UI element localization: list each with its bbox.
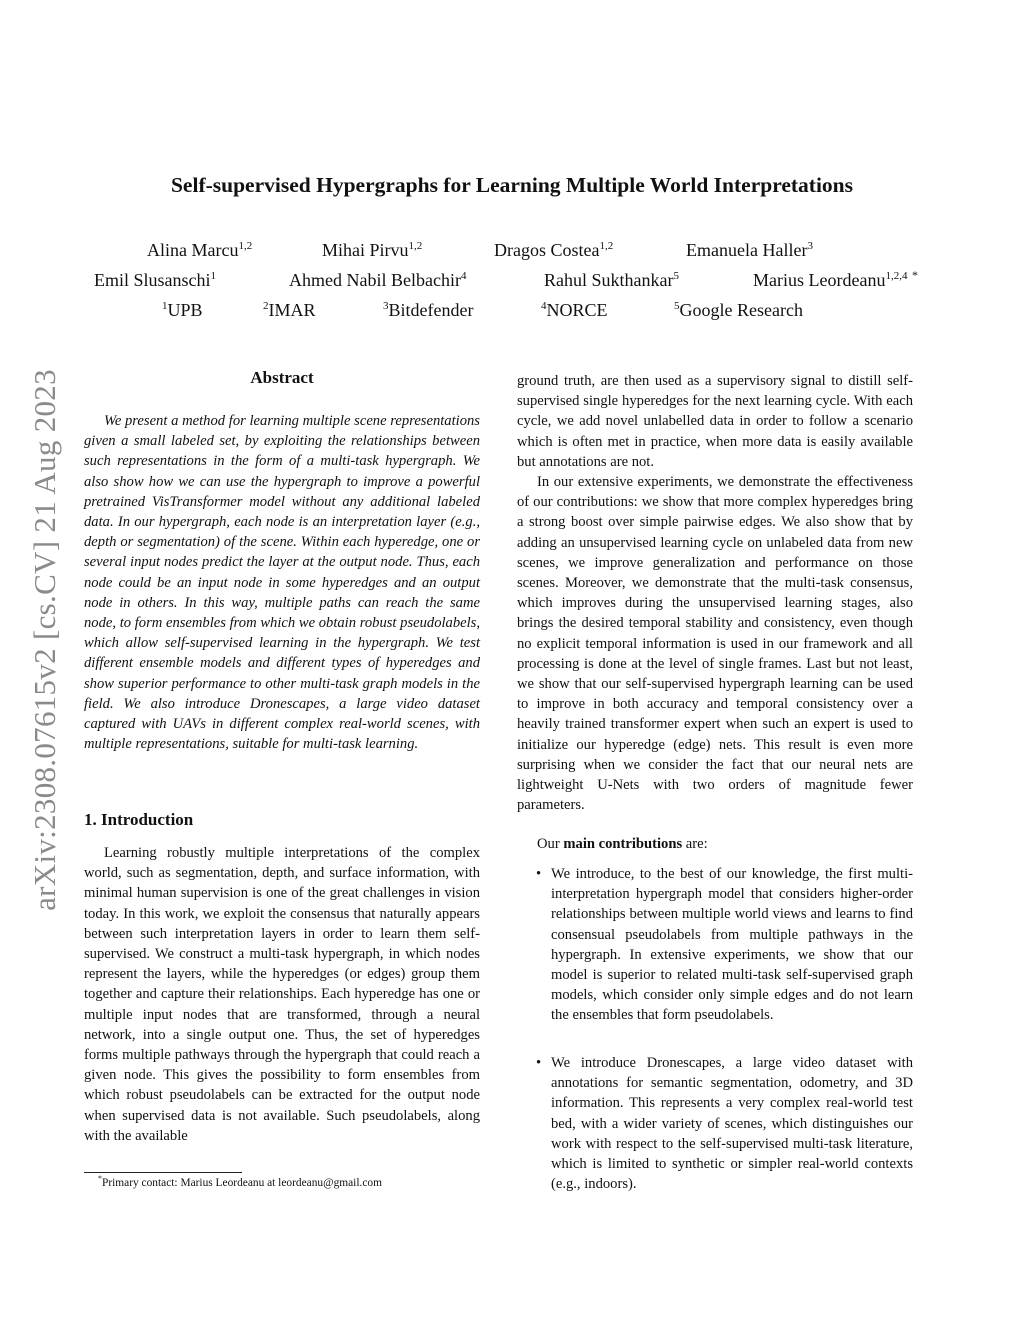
bold-text: main contributions bbox=[563, 836, 683, 852]
list-item-text: We introduce, to the best of our knowledge, the first multi-interpretation hypergraph model that considers higher-order relationships between multiple world views and learns to find consensual pseudolabels from multiple pathways in the hypergraph. In extensive experiments, we show that our model is superior to related multi-task self-supervised graph models, which consider only simple edges and do not learn the ensembles that form pseudolabels. bbox=[551, 866, 913, 1024]
author: Dragos Costea$^{1,2}$ bbox=[494, 240, 614, 260]
paragraph: In our extensive experiments, we demonstrate the effectiveness of our contributions: we show that more complex hyperedges bring a strong boost over simple pairwise edges. We also show that by adding an unsupervised learning cycle on unlabeled data from new scenes, we improve generalization and performance on those scenes. Moreover, we demonstrate that the multi-task consensus, which improves during the unsupervised learning stages, also brings the desired temporal stability and consistency, even though no explicit temporal information is used in our framework and all processing is done at the level of single frames. Last but not least, we show that our self-supervised hypergraph learning can be used to improve in both accuracy and temporal consistency over a heavily trained transformer expert when such an expert is used to initialize our hyperedge (edge) nets. This result is even more surprising when we consider the fact that our neural nets are lightweight U-Nets with two orders of magnitude fewer parameters. bbox=[517, 474, 913, 814]
affiliation: $^5$Google Research bbox=[674, 300, 803, 320]
footnote-rule bbox=[84, 1172, 242, 1173]
author: Marius Leordeanu$^{1,2,4}$ * bbox=[753, 268, 918, 290]
list-item-text: We introduce Dronescapes, a large video dataset with annotations for semantic segmentation, odometry, and 3D information. This represents a very complex real-world test bed, with a wider variety of scenes, which distinguishes our work with respect to the self-supervised multi-task literature, which is limited to synthetic or simpler real-world contexts (e.g., indoors). bbox=[551, 1055, 913, 1193]
author: Mihai Pirvu$^{1,2}$ bbox=[322, 240, 423, 260]
introduction-text: Learning robustly multiple interpretations of the complex world, such as segmentation, depth, and surface information, with minimal human supervision is one of the great challenges in vision today. In this work, we exploit the consensus that naturally appears between such interpretation layers in order to learn them self-supervised. We construct a multi-task hypergraph, in which nodes represent the layers, while the hyperedges (or edges) group them together and capture their relationships. Each hyperedge has one or multiple input nodes that are transformed, through a neural network, into a single output one. Thus, the set of hyperedges forms multiple pathways through the hypergraph that could reach a given node. This gives the possibility to form ensembles from which robust pseudolabels can be extracted for the output node when supervised data is not available. Such pseudolabels, along with the available bbox=[84, 845, 480, 1144]
affiliation: $^3$Bitdefender bbox=[383, 300, 474, 320]
arxiv-identifier: arXiv:2308.07615v2 [cs.CV] 21 Aug 2023 bbox=[27, 369, 62, 911]
paper-title: Self-supervised Hypergraphs for Learning Multiple World Interpretations bbox=[170, 173, 854, 197]
bullet-icon: • bbox=[536, 866, 542, 882]
bullet-icon: • bbox=[536, 1055, 542, 1071]
author: Alina Marcu$^{1,2}$ bbox=[147, 240, 253, 260]
affiliation: $^2$IMAR bbox=[263, 300, 316, 320]
abstract-text: We present a method for learning multiple scene representations given a small labeled set, by exploiting the relationships between such representations in the form of a multi-task hypergraph. We also show how we can use the hypergraph to improve a powerful pretrained VisTransformer model without any additional labeled data. In our hypergraph, each node is an interpretation layer (e.g., depth or segmentation) of the scene. Within each hyperedge, one or several input nodes predict the layer at the output node. Thus, each node could be an input node in some hyperedges and an output node in others. In this way, multiple paths can reach the same node, to form ensembles from which we obtain robust pseudolabels, which allow self-supervised learning in the hypergraph. We test different ensemble models and different types of hyperedges and show superior performance to other multi-task graph models in the field. We also introduce Dronescapes, a large video dataset captured with UAVs in different complex real-world scenes, with multiple representations, suitable for multi-task learning. bbox=[84, 413, 480, 753]
author: Emil Slusanschi$^1$ bbox=[94, 270, 216, 290]
paragraph: Our main contributions are: bbox=[537, 836, 708, 852]
footnote: *Primary contact: Marius Leordeanu at leordeanu@gmail.com bbox=[98, 1174, 382, 1189]
affiliation: $^4$NORCE bbox=[541, 300, 608, 320]
paragraph: ground truth, are then used as a supervisory signal to distill self-supervised single hyperedges for the next learning cycle. With each cycle, we add novel unlabelled data in order to follow a scenario which is often met in practice, when more data is easily available but annotations are not. bbox=[517, 373, 913, 470]
section-heading-introduction: 1. Introduction bbox=[84, 810, 194, 829]
affiliation: $^1$UPB bbox=[162, 300, 203, 320]
abstract-heading: Abstract bbox=[250, 368, 314, 387]
author: Ahmed Nabil Belbachir$^4$ bbox=[289, 270, 467, 290]
author: Rahul Sukthankar$^5$ bbox=[544, 270, 679, 290]
author: Emanuela Haller$^3$ bbox=[686, 240, 813, 260]
